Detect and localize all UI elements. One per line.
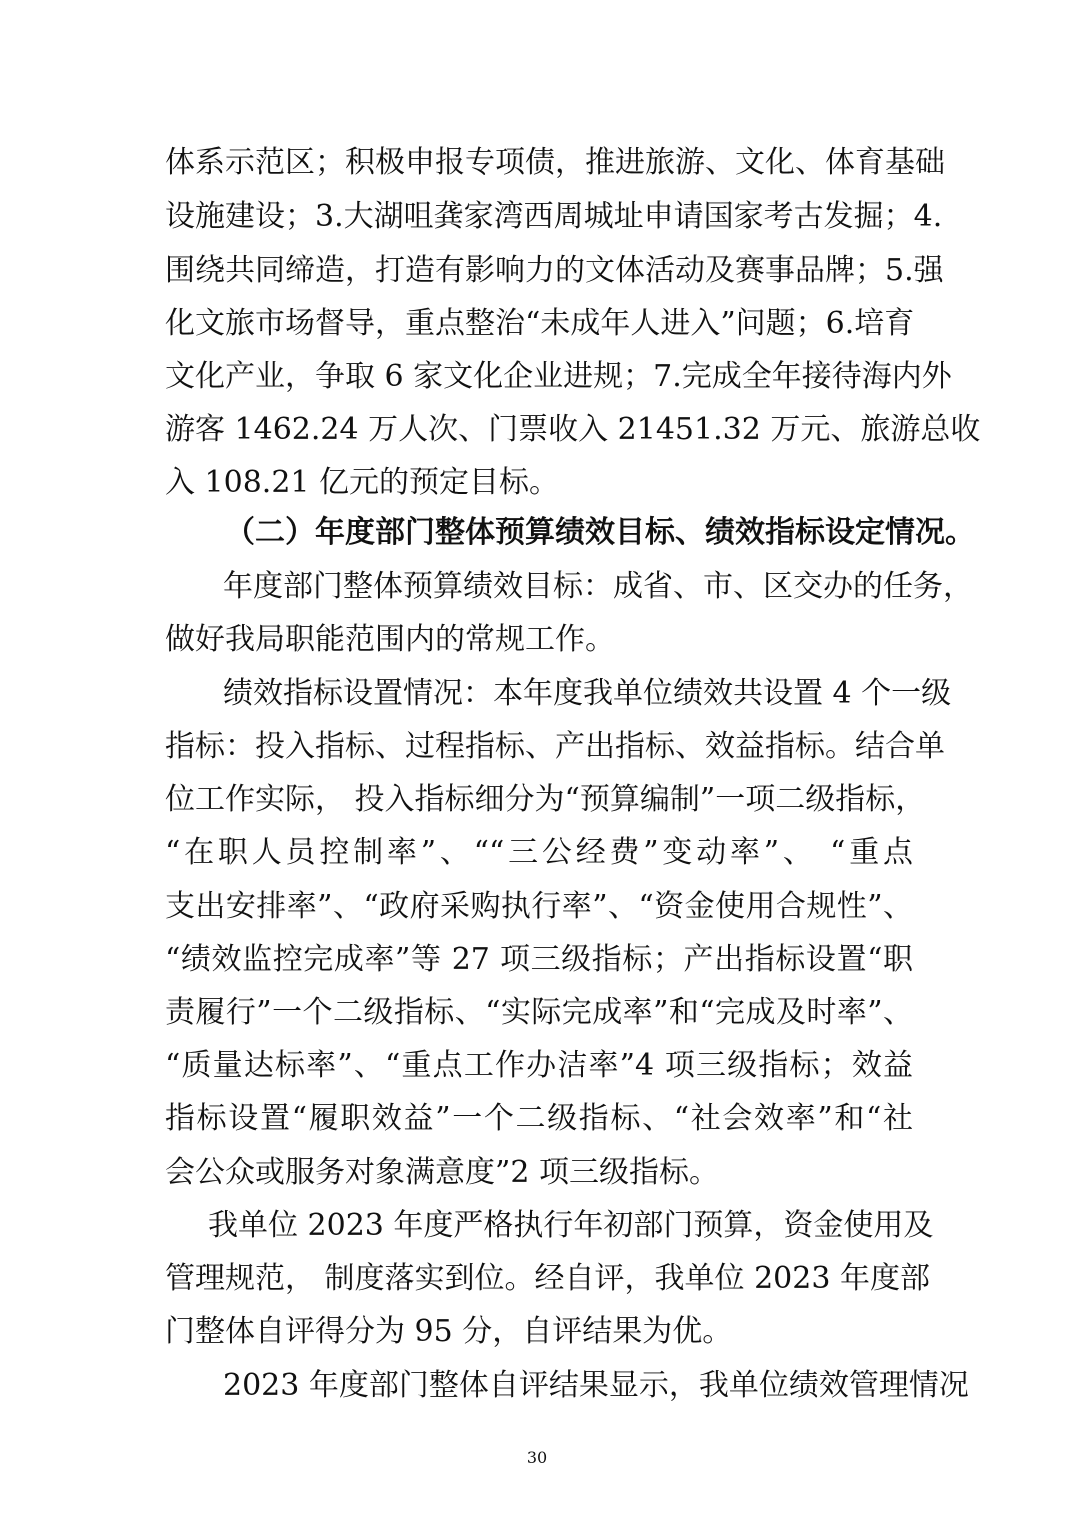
body-line: 管理规范， 制度落实到位。经自评，我单位 2023 年度部 <box>165 1261 930 1296</box>
body-line: 入 108.21 亿元的预定目标。 <box>165 465 560 500</box>
page-number: 30 <box>526 1448 548 1467</box>
body-line: 支出安排率”、“政府采购执行率”、“资金使用合规性”、 <box>165 889 913 924</box>
body-line: 会公众或服务对象满意度”2 项三级指标。 <box>165 1155 719 1190</box>
body-line: 我单位 2023 年度严格执行年初部门预算，资金使用及 <box>208 1208 934 1243</box>
body-line: 位工作实际， 投入指标细分为“预算编制”一项二级指标， <box>165 782 926 817</box>
body-line: 化文旅市场督导，重点整治“未成年人进入”问题；6.培育 <box>165 306 915 341</box>
body-line: “绩效监控完成率”等 27 项三级指标；产出指标设置“职 <box>165 942 913 977</box>
body-line: 游客 1462.24 万人次、门票收入 21451.32 万元、旅游总收 <box>165 412 981 447</box>
body-line: 设施建设；3.大湖咀龚家湾西周城址申请国家考古发掘；4. <box>165 199 943 234</box>
body-line: 指标设置“履职效益”一个二级指标、“社会效率”和“社 <box>165 1101 913 1136</box>
body-line: “在职人员控制率”、““三公经费”变动率”、 “重点 <box>165 835 913 870</box>
body-line: 门整体自评得分为 95 分，自评结果为优。 <box>165 1314 733 1349</box>
body-line: 年度部门整体预算绩效目标：成省、市、区交办的任务， <box>223 569 973 604</box>
body-line: 指标：投入指标、过程指标、产出指标、效益指标。结合单 <box>165 729 945 764</box>
body-line: “质量达标率”、“重点工作办洁率”4 项三级指标；效益 <box>165 1048 913 1083</box>
section-heading: （二）年度部门整体预算绩效目标、绩效指标设定情况。 <box>225 515 975 550</box>
body-line: 绩效指标设置情况：本年度我单位绩效共设置 4 个一级 <box>223 676 952 711</box>
body-line: 文化产业，争取 6 家文化企业进规；7.完成全年接待海内外 <box>165 359 952 394</box>
body-line: 体系示范区；积极申报专项债，推进旅游、文化、体育基础 <box>165 145 945 180</box>
body-line: 2023 年度部门整体自评结果显示，我单位绩效管理情况 <box>223 1368 969 1403</box>
body-line: 做好我局职能范围内的常规工作。 <box>165 622 615 657</box>
body-line: 责履行”一个二级指标、“实际完成率”和“完成及时率”、 <box>165 995 913 1030</box>
body-line: 围绕共同缔造，打造有影响力的文体活动及赛事品牌；5.强 <box>165 253 944 288</box>
